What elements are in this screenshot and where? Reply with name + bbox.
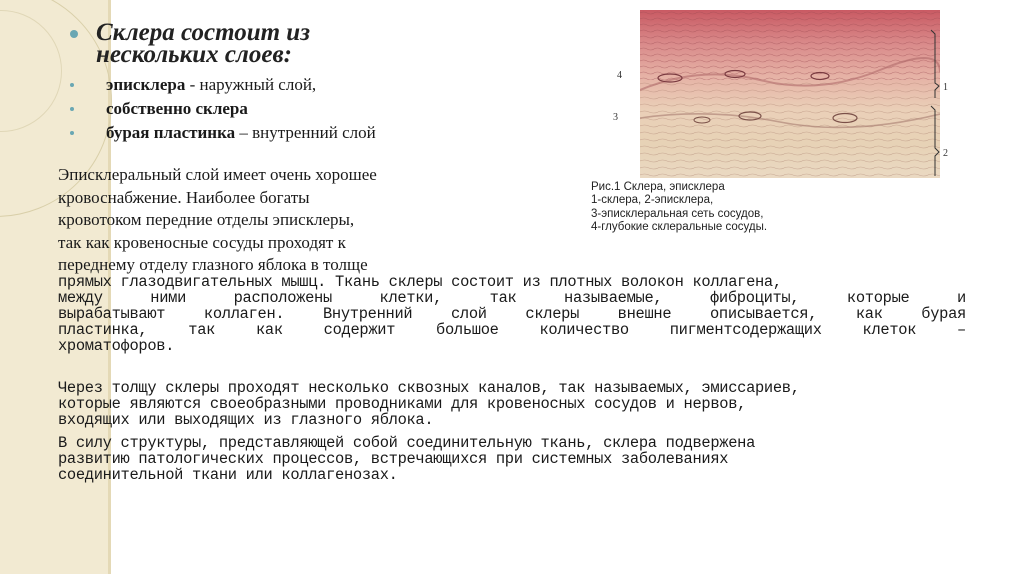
paragraph-1 — [58, 164, 528, 277]
title-line-2: нескольких слоев: — [96, 41, 292, 68]
text-line: которые являются своеобразными проводниками для кровеносных сосудов и нервов, — [58, 395, 747, 413]
bracket-1 — [931, 30, 939, 98]
text-line: Через толщу склеры проходят несколько сквозных каналов, так называемых, эмиссариев, — [58, 379, 800, 397]
text-line: вырабатывают коллаген. Внутренний слой склеры внешне описывается, как бурая — [58, 305, 966, 323]
text-line: прямых глазодвигательных мышц. Ткань склеры состоит из плотных волокон коллагена, — [58, 273, 782, 291]
list-item — [70, 98, 376, 122]
mark-label: 4 — [617, 70, 622, 81]
text-line: входящих или выходящих из глазного яблока. — [58, 411, 434, 429]
title-line-1: Склера состоит из — [96, 19, 310, 46]
title-bullet-icon — [70, 30, 78, 38]
text-line: пластинка, так как содержит большое количество пигментсодержащих клеток – — [58, 321, 966, 339]
text-line: кровоснабжение. Наиболее богаты — [58, 187, 310, 207]
layers-list — [70, 74, 376, 146]
layer-name: эписклера — [106, 75, 186, 94]
mark-label: 3 — [613, 112, 618, 123]
text-line: переднему отделу глазного яблока в толще — [58, 255, 368, 275]
caption-line: 1-склера, 2-эписклера, — [591, 194, 714, 207]
caption-line: 3-эписклеральная сеть сосудов, — [591, 207, 764, 220]
text-line: Эписклеральный слой имеет очень хорошее — [58, 165, 377, 184]
caption-line: Рис.1 Склера, эписклера — [591, 181, 725, 193]
slide-title — [96, 19, 310, 68]
figure-caption — [591, 181, 767, 235]
bullet-icon — [70, 107, 74, 111]
layer-name: собственно склера — [106, 99, 248, 118]
list-item — [70, 74, 376, 98]
figure-annotations — [605, 28, 965, 178]
bullet-icon — [70, 131, 74, 135]
layer-desc: - наружный слой, — [185, 75, 317, 94]
paragraph-2 — [58, 380, 968, 428]
layer-desc: – внутренний слой — [235, 123, 376, 142]
layer-name: бурая пластинка — [106, 123, 236, 142]
paragraph-1-continued — [58, 274, 966, 354]
paragraph-3 — [58, 435, 968, 483]
text-line: соединительной ткани или коллагенозах. — [58, 466, 398, 484]
list-item — [70, 122, 376, 146]
text-line: развитию патологических процессов, встречающихся при системных заболеваниях — [58, 450, 729, 468]
text-line: так как кровеносные сосуды проходят к — [58, 232, 346, 252]
mark-label: 1 — [943, 82, 948, 93]
bullet-icon — [70, 83, 74, 87]
bracket-2 — [931, 106, 939, 176]
text-line: кровотоком передние отделы эписклеры, — [58, 210, 355, 230]
caption-line: 4-глубокие склеральные сосуды. — [591, 221, 768, 234]
text-line: В силу структуры, представляющей собой соединительную ткань, склера подвержена — [58, 434, 755, 452]
text-line: хроматофоров. — [58, 337, 175, 355]
text-line: между ними расположены клетки, так называемые, фиброциты, которые и — [58, 289, 966, 307]
mark-label: 2 — [943, 148, 948, 159]
